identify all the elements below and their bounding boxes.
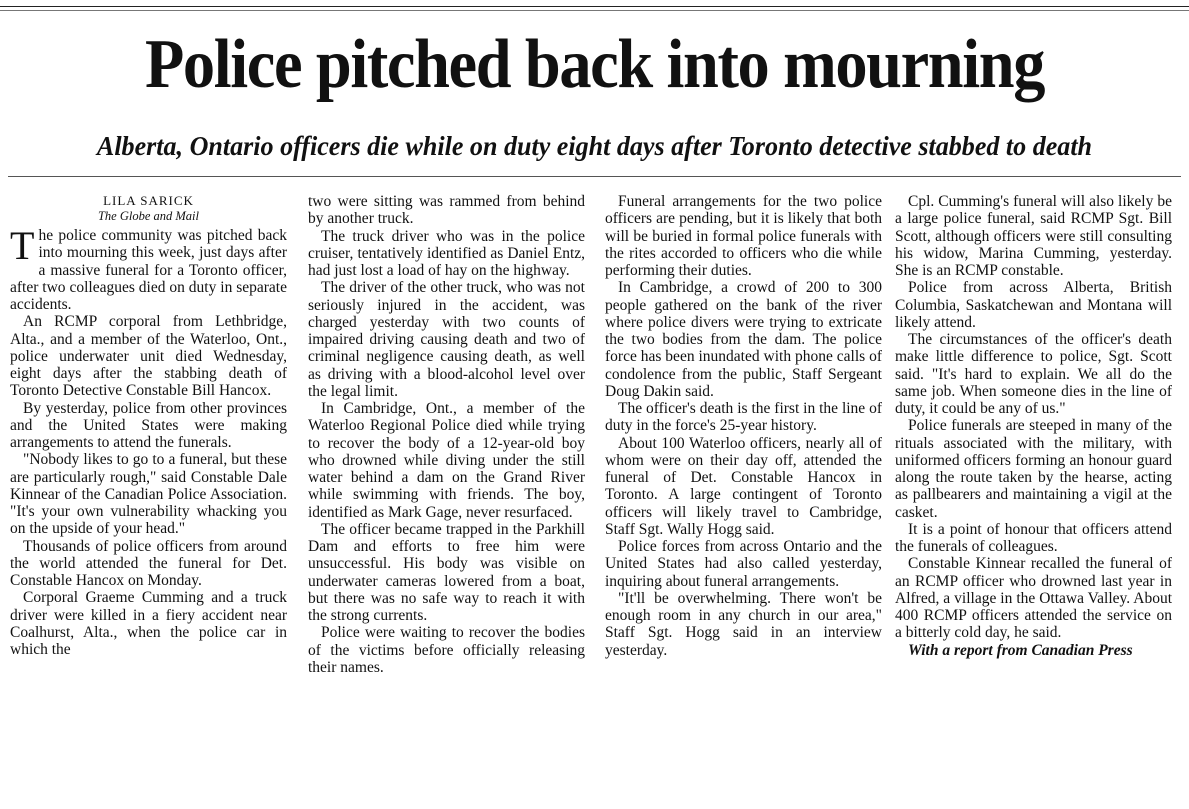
paragraph: The truck driver who was in the police cruiser, tentatively identified as Daniel Entz, had just lost a load of hay on the highway. xyxy=(308,227,585,279)
paragraph: The officer's death is the first in the line of duty in the force's 25-year history. xyxy=(605,400,882,435)
deck-rule xyxy=(8,176,1181,177)
byline-name: LILA SARICK xyxy=(103,193,194,208)
deck-subheadline: Alberta, Ontario officers die while on duty eight days after Toronto detective stabbed to death xyxy=(96,131,1093,161)
paragraph: "Nobody likes to go to a funeral, but these are particularly rough," said Constable Dale Kinnear of the Canadian Police Association. "It's your own vulnerability whacking you on the upside of your head." xyxy=(10,451,287,538)
paragraph: It is a point of honour that officers attend the funerals of colleagues. xyxy=(895,520,1172,555)
paragraph-text: he police community was pitched back into mourning this week, just days after a massive funeral for a Toronto officer, after two colleagues died on duty in separate accidents. xyxy=(10,227,287,313)
paragraph: The driver of the other truck, who was not seriously injured in the accident, was charged yesterday with two counts of impaired driving causing death and two of criminal negligence causing death, as well as driving with a blood-alcohol level over the legal limit. xyxy=(308,279,585,400)
article-column-1 xyxy=(10,193,287,805)
headline: Police pitched back into mourning xyxy=(144,26,1045,103)
paragraph: two were sitting was rammed from behind by another truck. xyxy=(308,193,585,228)
paragraph: Police funerals are steeped in many of the rituals associated with the military, with uniformed officers forming an honour guard along the route taken by the hearse, acting as pallbearers and maintaining a vigil at the casket. xyxy=(895,417,1172,521)
byline-org: The Globe and Mail xyxy=(97,209,200,223)
paragraph: In Cambridge, Ont., a member of the Waterloo Regional Police died while trying to recover the body of a 12-year-old boy who drowned while diving under the still water behind a dam on the Grand River while swimming with friends. The boy, identified as Mark Gage, never resurfaced. xyxy=(308,400,585,521)
paragraph: Police were waiting to recover the bodies of the victims before officially releasing their names. xyxy=(308,624,585,676)
paragraph: Police forces from across Ontario and the United States had also called yesterday, inquiring about funeral arrangements. xyxy=(605,538,882,590)
paragraph: "It'll be overwhelming. There won't be enough room in any church in our area," Staff Sgt. Hogg said in an interview yesterday. xyxy=(605,589,882,659)
paragraph xyxy=(10,223,287,313)
paragraph: The officer became trapped in the Parkhill Dam and efforts to free him were unsuccessful. His body was visible on underwater cameras lowered from a boat, but there was no safe way to reach it with the strong currents. xyxy=(308,520,585,624)
article-column-3 xyxy=(605,193,882,805)
drop-cap: T xyxy=(10,223,35,268)
top-rule xyxy=(0,6,1189,7)
paragraph: Funeral arrangements for the two police officers are pending, but it is likely that both will be buried in formal police funerals with the rites accorded to officers who die while performing their duties. xyxy=(605,193,882,279)
paragraph: An RCMP corporal from Lethbridge, Alta., and a member of the Waterloo, Ont., police underwater unit died Wednesday, eight days after the stabbing death of Toronto Detective Constable Bill Hancox. xyxy=(10,313,287,400)
paragraph: Constable Kinnear recalled the funeral of an RCMP officer who drowned last year in Alfred, a village in the Ottawa Valley. About 400 RCMP officers attended the service on a bitterly cold day, he said. xyxy=(895,555,1172,642)
paragraph: Thousands of police officers from around the world attended the funeral for Det. Constable Hancox on Monday. xyxy=(10,537,287,589)
paragraph: By yesterday, police from other provinces and the United States were making arrangements to attend the funerals. xyxy=(10,399,287,451)
paragraph: The circumstances of the officer's death make little difference to police, Sgt. Scott said. "It's hard to explain. We all do the same job. When someone dies in the line of duty, it could be any of us." xyxy=(895,331,1172,417)
paragraph: Police from across Alberta, British Columbia, Saskatchewan and Montana will likely attend. xyxy=(895,279,1172,331)
top-rule-secondary xyxy=(0,10,1189,11)
paragraph: Corporal Graeme Cumming and a truck driver were killed in a fiery accident near Coalhurst, Alta., when the police car in which the xyxy=(10,589,287,658)
paragraph: In Cambridge, a crowd of 200 to 300 people gathered on the bank of the river where police divers were trying to extricate the two bodies from the dam. The police force has been inundated with phone calls of condolence from the public, Staff Sergeant Doug Dakin said. xyxy=(605,279,882,400)
report-credit: With a report from Canadian Press xyxy=(908,641,1133,659)
article-column-2 xyxy=(308,193,585,805)
paragraph: About 100 Waterloo officers, nearly all of whom were on their day off, attended the funeral of Det. Constable Hancox in Toronto. A large contingent of Toronto officers will likely travel to Cambridge, Staff Sgt. Wally Hogg said. xyxy=(605,434,882,538)
article-column-4 xyxy=(895,193,1172,805)
paragraph: Cpl. Cumming's funeral will also likely be a large police funeral, said RCMP Sgt. Bill Scott, although officers were still consulting his widow, Marina Cumming, yesterday. She is an RCMP constable. xyxy=(895,193,1172,279)
